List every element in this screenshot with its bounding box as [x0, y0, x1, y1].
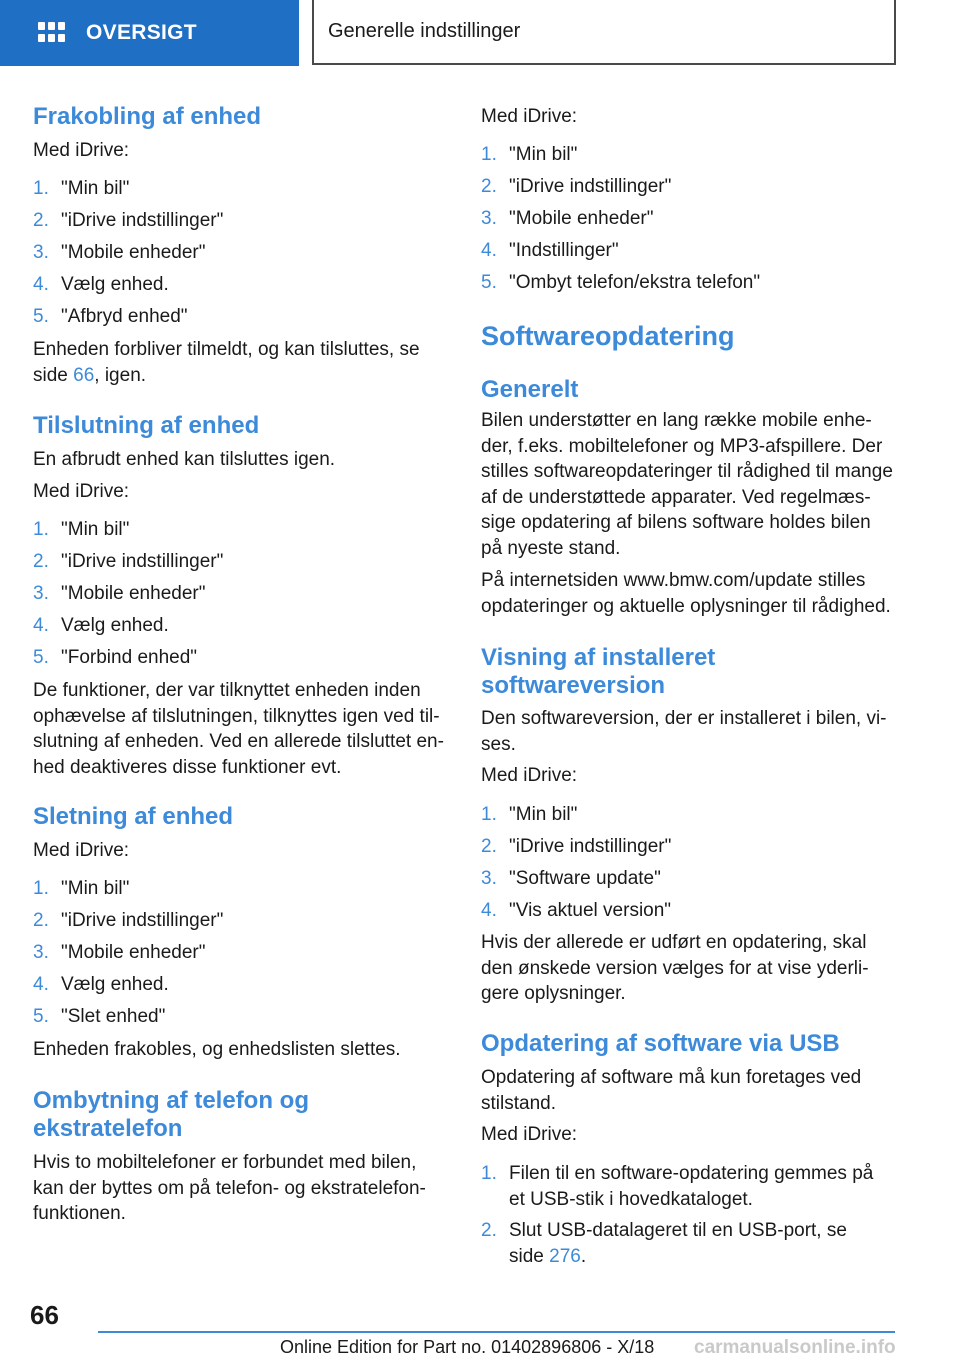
chapter-title-text: Generelle indstillinger — [328, 20, 521, 42]
page-number: 66 — [30, 1300, 59, 1330]
heading-ombytning: Ombytning af telefon og — [33, 1087, 309, 1114]
heading-tilslutning: Tilslutning af enhed — [33, 412, 260, 439]
paragraph: Med iDrive: — [481, 765, 578, 786]
paragraph: Opdatering af software må kun foretages ved stilstand. — [481, 1067, 862, 1114]
page-link[interactable]: 276 — [549, 1245, 581, 1267]
paragraph: Med iDrive: — [481, 106, 578, 127]
heading-generelt: Generelt — [481, 376, 579, 403]
paragraph: Med iDrive: — [33, 140, 130, 161]
overview-label: OVERSIGT — [86, 21, 197, 44]
overview-tab[interactable] — [0, 0, 299, 66]
footer-divider — [98, 1331, 895, 1333]
chapter-title — [312, 0, 896, 65]
heading-softwareopdatering: Softwareopdatering — [481, 321, 735, 351]
footer-edition: Online Edition for Part no. 01402896806 - X/18 — [280, 1337, 655, 1357]
paragraph: Enheden forbliver tilmeldt, og kan tilsluttes, se side 66, igen. — [33, 339, 420, 386]
paragraph: Hvis der allerede er udført en opdatering, skal den ønskede version vælges for at vise yderli‐ gere oplysninger. — [481, 932, 869, 1005]
heading-usb: Opdatering af software via USB — [481, 1030, 840, 1057]
heading-visning: Visning af installeret — [481, 644, 716, 671]
grid-icon — [38, 22, 66, 44]
paragraph: Enheden frakobles, og enhedslisten slettes. — [33, 1039, 401, 1060]
paragraph: En afbrudt enhed kan tilsluttes igen. — [33, 449, 336, 470]
heading-visning-line2: softwareversion — [481, 672, 666, 699]
paragraph: Hvis to mobiltelefoner er forbundet med bilen, kan der byttes om på telefon- og ekstratelefon‐ funktionen. — [33, 1152, 426, 1225]
page-link[interactable]: 66 — [73, 364, 95, 386]
paragraph: Med iDrive: — [481, 1124, 578, 1145]
watermark: carmanualsonline.info — [694, 1337, 896, 1358]
page-header — [0, 0, 960, 66]
paragraph: Den softwareversion, der er installeret i bilen, vi‐ ses. — [481, 708, 887, 755]
heading-frakobling: Frakobling af enhed — [33, 103, 262, 130]
paragraph: Bilen understøtter en lang række mobile enhe‐ der, f.eks. mobiltelefoner og MP3-afspillere. Der stilles softwareopdateringer til rådighed til mange af de understøttede apparater. Ved regelmæs‐ sige opdatering af bilens software holdes bilen på nyeste stand. — [481, 410, 893, 559]
paragraph: På internetsiden www.bmw.com/update stilles opdateringer og aktuelle oplysninger til rådighed. — [481, 570, 891, 617]
paragraph: De funktioner, der var tilknyttet enheden inden ophævelse af tilslutningen, tilknyttes igen ved til‐ slutning af enheden. Ved en allerede tilsluttet en‐ hed deaktiveres disse funktioner evt. — [33, 680, 444, 778]
paragraph: Med iDrive: — [33, 481, 130, 502]
heading-sletning: Sletning af enhed — [33, 803, 234, 830]
heading-ombytning-line2: ekstratelefon — [33, 1115, 183, 1142]
paragraph: Med iDrive: — [33, 840, 130, 861]
